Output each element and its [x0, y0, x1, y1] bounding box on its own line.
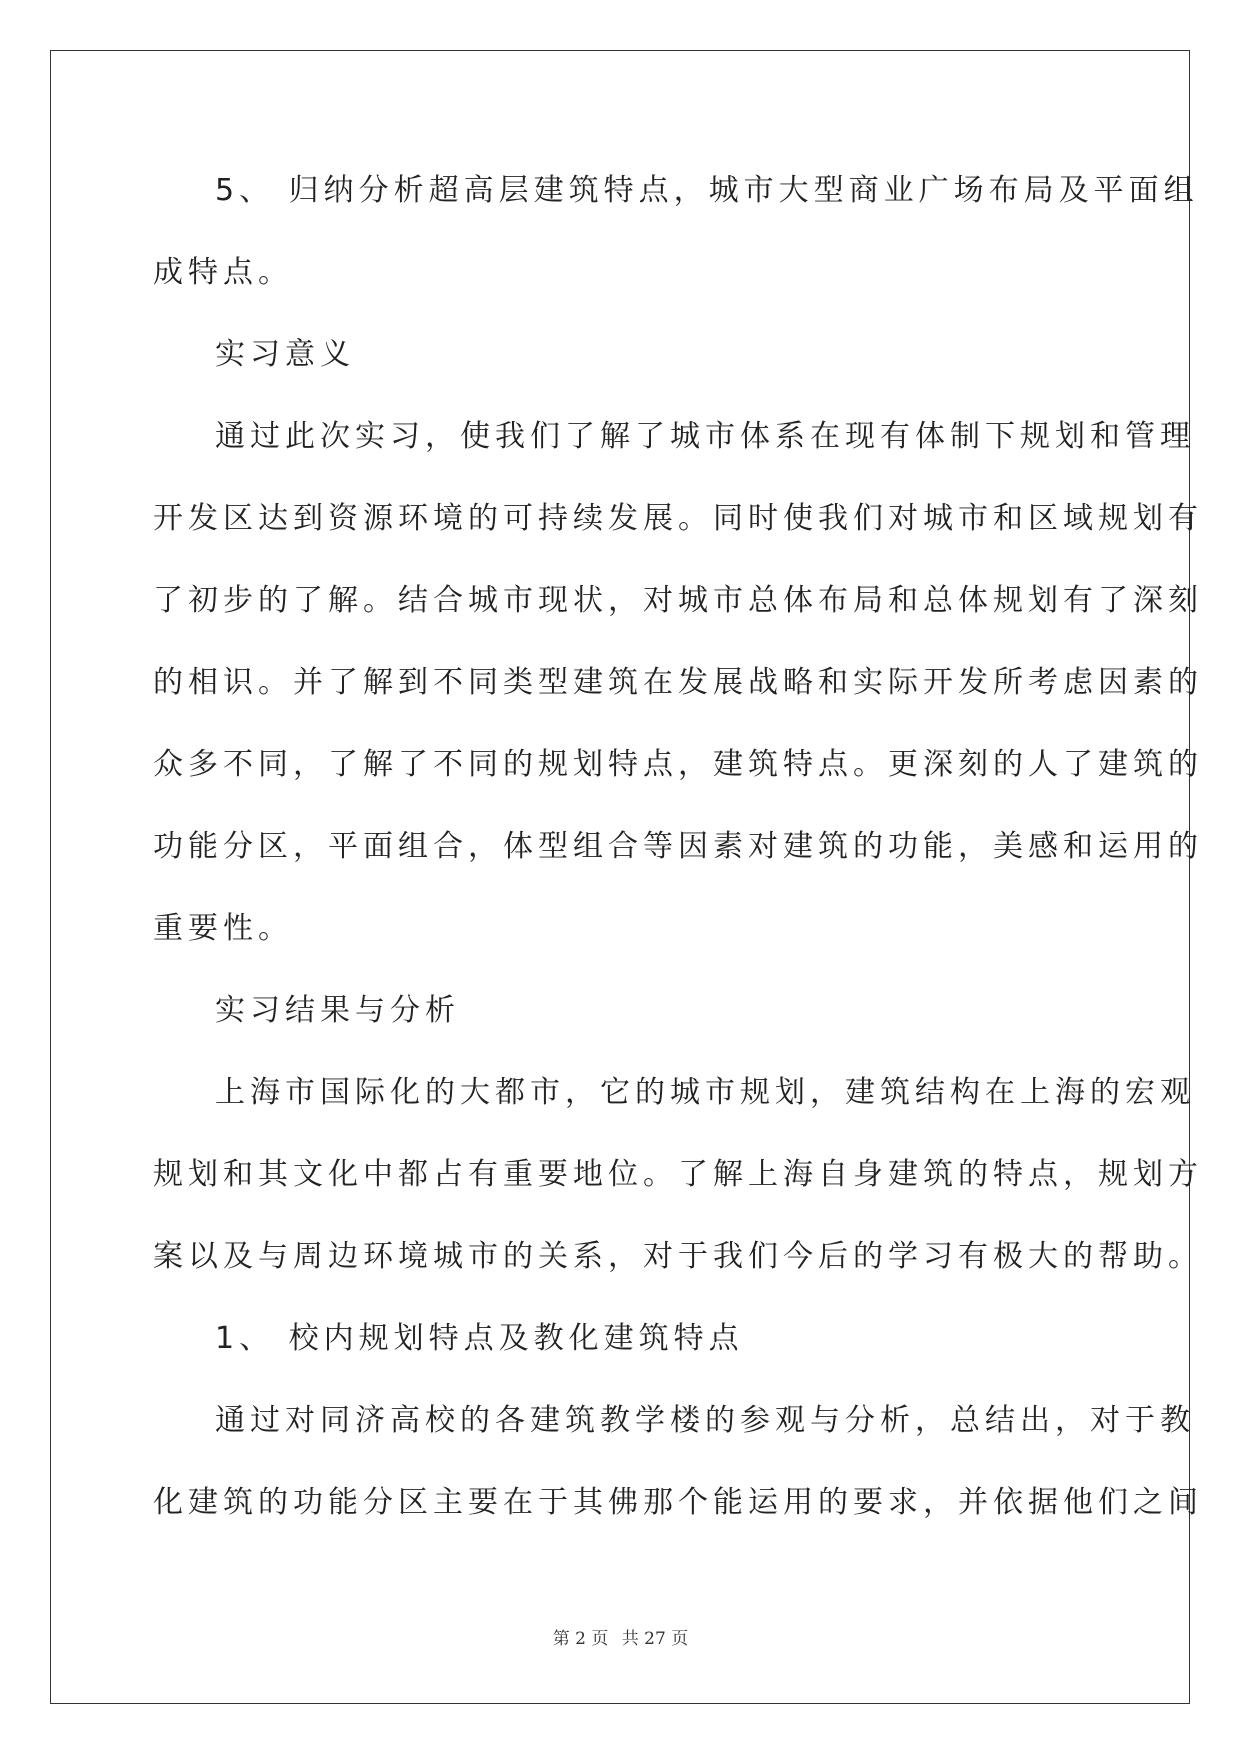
- text-line: 5、 归纳分析超高层建筑特点，城市大型商业广场布局及平面组: [215, 173, 1199, 208]
- subsection-heading: 1、 校内规划特点及教化建筑特点: [215, 1321, 744, 1356]
- text-line: 众多不同，了解了不同的规划特点，建筑特点。更深刻的人了建筑的: [153, 747, 1203, 782]
- text-line: 的相识。并了解到不同类型建筑在发展战略和实际开发所考虑因素的: [153, 665, 1203, 700]
- text-line: 通过对同济高校的各建筑教学楼的参观与分析，总结出，对于教: [215, 1403, 1195, 1438]
- page-total: 共 27 页: [621, 1629, 689, 1649]
- text-line: 重要性。: [153, 911, 293, 946]
- section-heading: 实习意义: [215, 337, 355, 372]
- text-line: 案以及与周边环境城市的关系，对于我们今后的学习有极大的帮助。: [153, 1239, 1203, 1274]
- text-line: 化建筑的功能分区主要在于其佛那个能运用的要求，并依据他们之间: [153, 1485, 1203, 1520]
- text-line: 了初步的了解。结合城市现状，对城市总体布局和总体规划有了深刻: [153, 583, 1203, 618]
- text-line: 上海市国际化的大都市，它的城市规划，建筑结构在上海的宏观: [215, 1075, 1195, 1110]
- text-line: 通过此次实习，使我们了解了城市体系在现有体制下规划和管理: [215, 419, 1195, 454]
- text-line: 成特点。: [153, 255, 293, 290]
- document-body: [153, 160, 1203, 1554]
- section-heading: 实习结果与分析: [215, 993, 460, 1028]
- text-line: 功能分区，平面组合，体型组合等因素对建筑的功能，美感和运用的: [153, 829, 1203, 864]
- text-line: 开发区达到资源环境的可持续发展。同时使我们对城市和区域规划有: [153, 501, 1203, 536]
- page-footer: [0, 1624, 1241, 1649]
- text-line: 规划和其文化中都占有重要地位。了解上海自身建筑的特点，规划方: [153, 1157, 1203, 1192]
- page-number: 第 2 页: [552, 1629, 609, 1649]
